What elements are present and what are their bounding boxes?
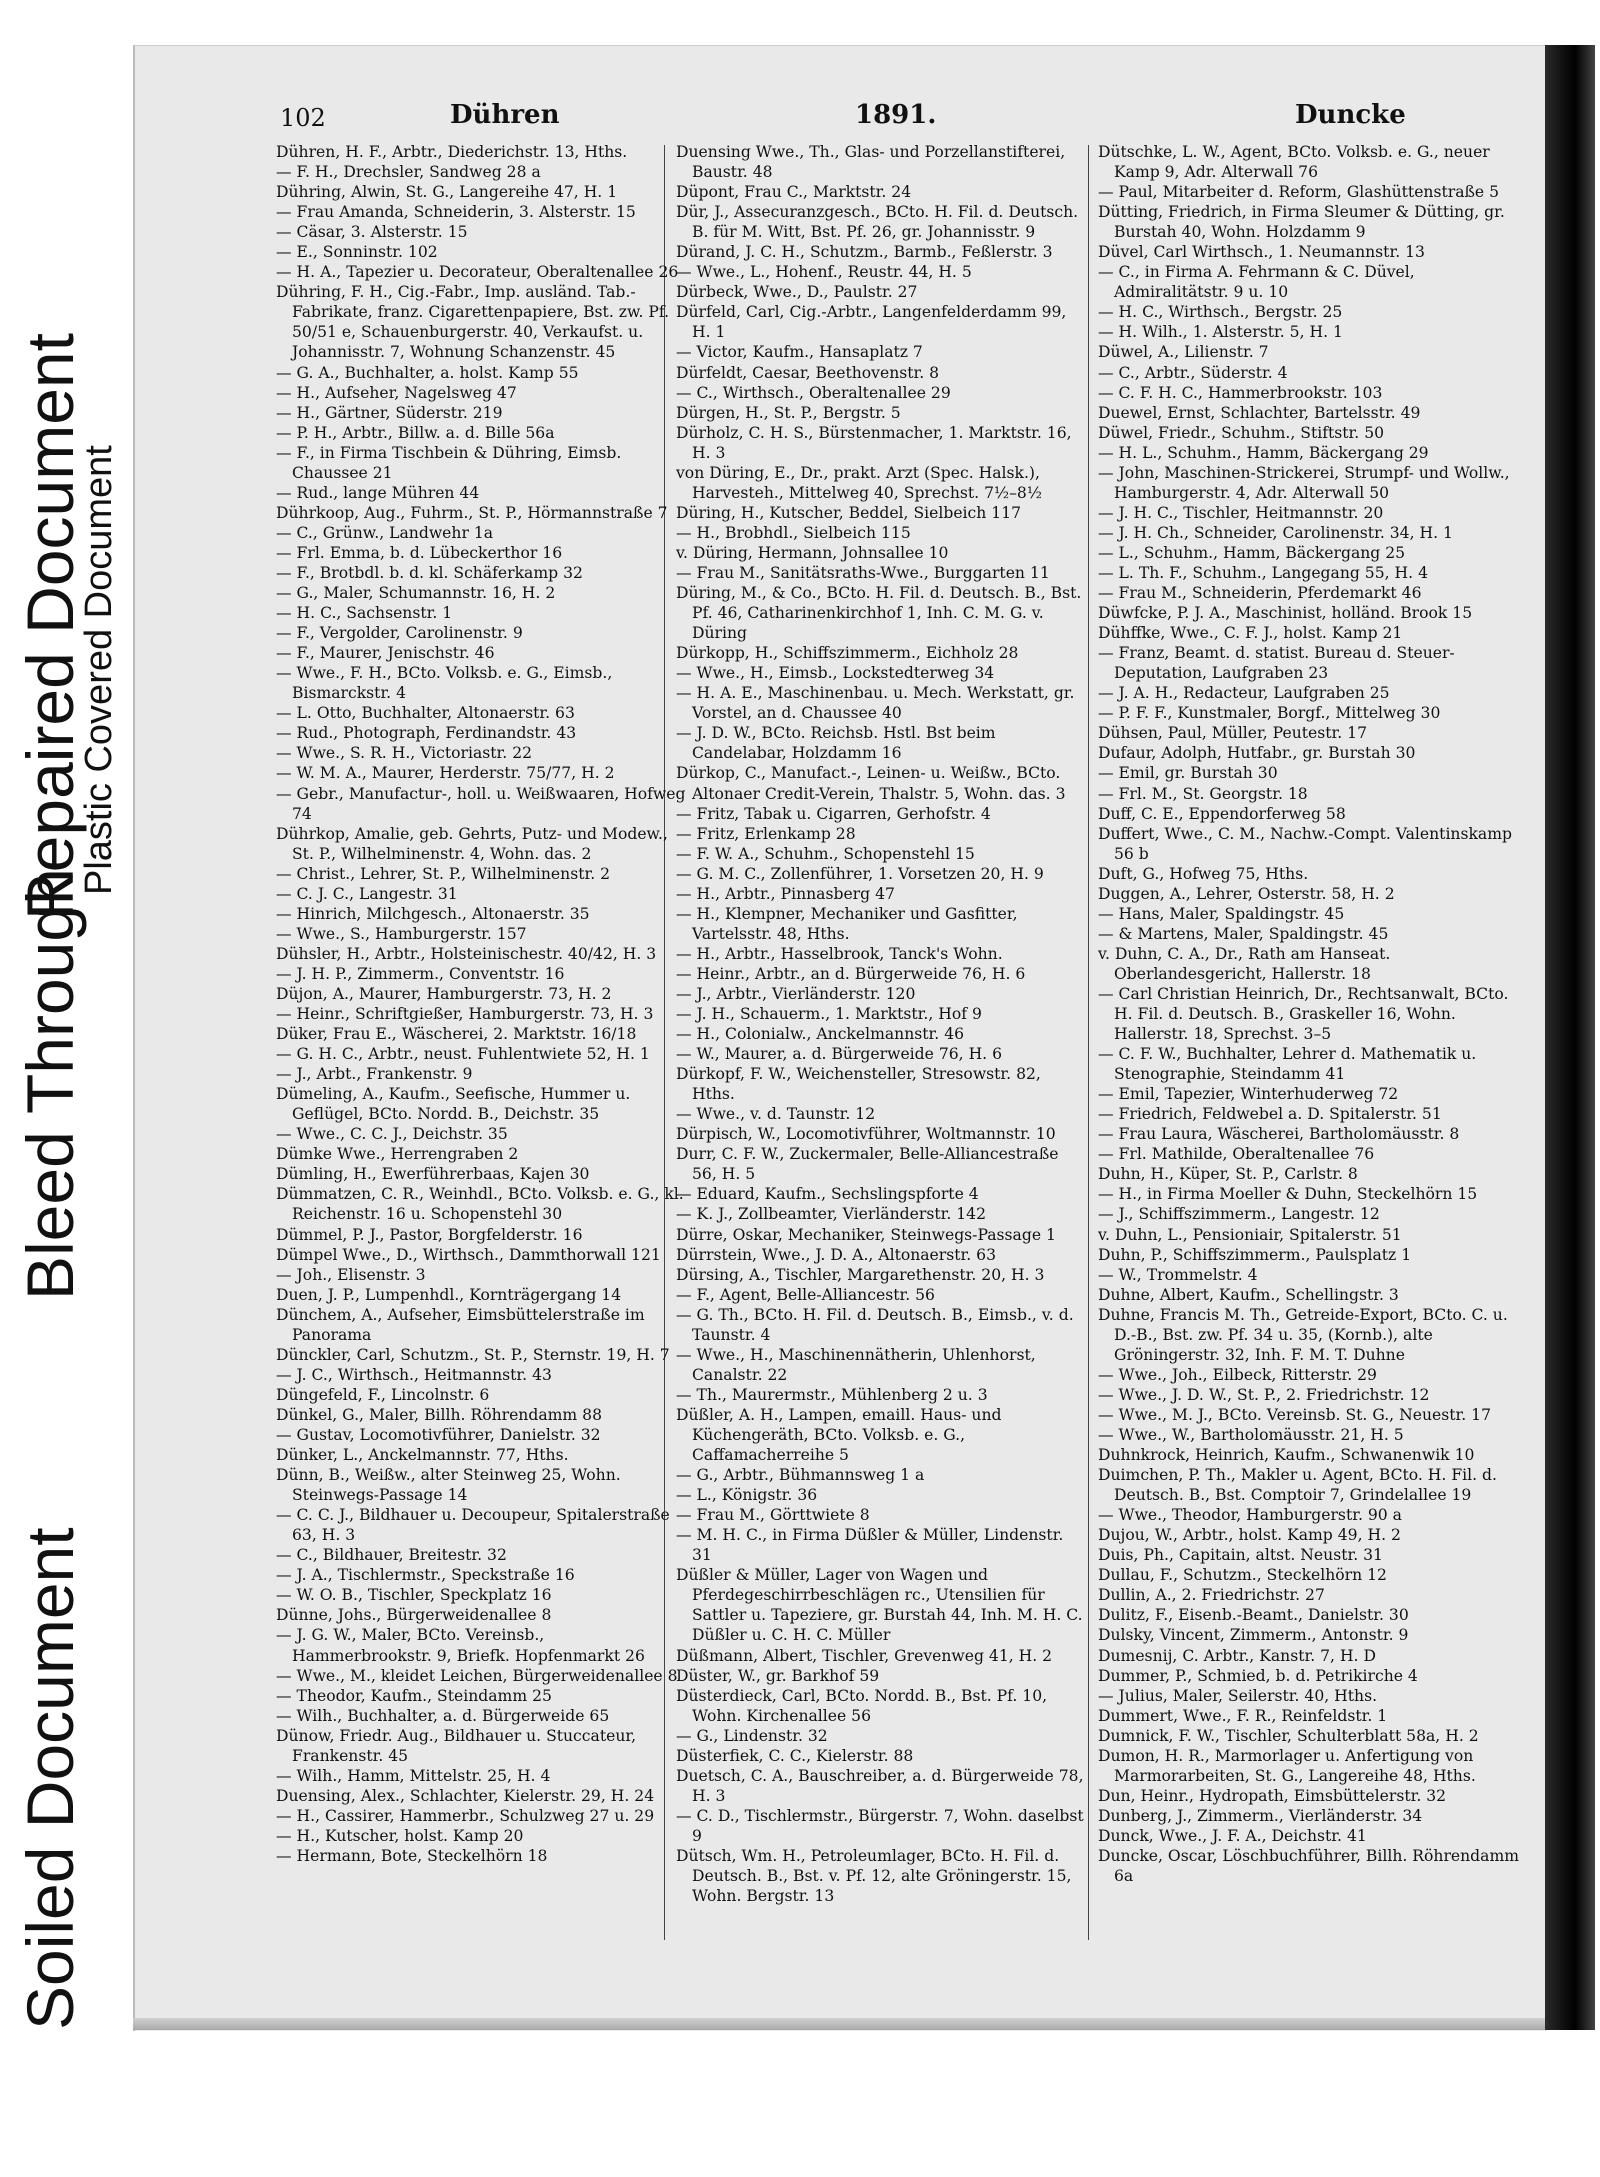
- directory-column-2: [676, 142, 1088, 1906]
- plastic-covered-label: Plastic Covered Document: [78, 445, 120, 895]
- directory-entry: — Wwe., J. D. W., St. P., 2. Friedrichstr. 12: [1098, 1385, 1430, 1404]
- directory-entry: — Fritz, Erlenkamp 28: [676, 824, 856, 843]
- directory-entry: — W., Trommelstr. 4: [1098, 1265, 1258, 1284]
- directory-entry: Düwel, A., Lilienstr. 7: [1098, 343, 1269, 362]
- directory-entry: Duff, C. E., Eppendorferweg 58: [1098, 804, 1346, 823]
- directory-entry: — W. M. A., Maurer, Herderstr. 75/77, H. 2: [276, 764, 615, 783]
- directory-entry: Dühffke, Wwe., C. F. J., holst. Kamp 21: [1098, 624, 1403, 643]
- directory-entry: — C., in Firma A. Fehrmann & C. Düvel, Admiralitätstr. 9 u. 10: [1098, 263, 1415, 302]
- directory-entry: Dürbeck, Wwe., D., Paulstr. 27: [676, 283, 918, 302]
- directory-entry: — H. C., Wirthsch., Bergstr. 25: [1098, 303, 1343, 322]
- directory-entry: — F., in Firma Tischbein & Dühring, Eimsb. Chaussee 21: [276, 443, 622, 482]
- directory-entry: — Wwe., M., kleidet Leichen, Bürgerweidenallee 8: [276, 1666, 678, 1685]
- directory-entry: — Wwe., S. R. H., Victoriastr. 22: [276, 744, 533, 763]
- directory-entry: Dünn, B., Weißw., alter Steinweg 25, Wohn. Steinwegs-Passage 14: [276, 1466, 621, 1505]
- directory-entry: Dürkopp, H., Schiffszimmerm., Eichholz 28: [676, 644, 1019, 663]
- directory-entry: Duewel, Ernst, Schlachter, Bartelsstr. 49: [1098, 403, 1421, 422]
- directory-entry: Düvel, Carl Wirthsch., 1. Neumannstr. 13: [1098, 243, 1425, 262]
- directory-entry: Düwfcke, P. J. A., Maschinist, holländ. Brook 15: [1098, 604, 1473, 623]
- directory-entry: — L. Otto, Buchhalter, Altonaerstr. 63: [276, 704, 575, 723]
- directory-entry: — J. A., Tischlermstr., Speckstraße 16: [276, 1566, 575, 1585]
- directory-entry: — Wwe., Theodor, Hamburgerstr. 90 a: [1098, 1506, 1402, 1525]
- directory-entry: — G., Arbtr., Bühmannsweg 1 a: [676, 1466, 925, 1485]
- directory-entry: — Julius, Maler, Seilerstr. 40, Hths.: [1098, 1686, 1378, 1705]
- directory-entry: Duncke, Oscar, Löschbuchführer, Billh. Röhrendamm 6a: [1098, 1846, 1520, 1886]
- directory-entry: — Franz, Beamt. d. statist. Bureau d. Steuer-Deputation, Laufgraben 23: [1098, 644, 1455, 683]
- directory-entry: — Wwe., F. H., BCto. Volksb. e. G., Eimsb., Bismarckstr. 4: [276, 664, 613, 703]
- directory-entry: — J. G. W., Maler, BCto. Vereinsb., Hammerbrookstr. 9, Briefk. Hopfenmarkt 26: [276, 1626, 645, 1665]
- directory-entry: Duensing, Alex., Schlachter, Kielerstr. 29, H. 24: [276, 1786, 655, 1805]
- directory-entry: — Wwe., W., Bartholomäusstr. 21, H. 5: [1098, 1426, 1404, 1444]
- directory-entry: — G. A., Buchhalter, a. holst. Kamp 55: [276, 363, 579, 382]
- directory-entry: Dütschke, L. W., Agent, BCto. Volksb. e. G., neuer Kamp 9, Adr. Alterwall 76: [1098, 143, 1490, 182]
- directory-entry: — H., Colonialw., Anckelmannstr. 46: [676, 1025, 965, 1044]
- directory-entry: — Rud., lange Mühren 44: [276, 483, 480, 502]
- directory-entry: — F. W. A., Schuhm., Schopenstehl 15: [676, 844, 975, 863]
- directory-entry: Dührkop, Amalie, geb. Gehrts, Putz- und Modew., St. P., Wilhelminenstr. 4, Wohn. das. 2: [276, 824, 668, 863]
- directory-entry: — P. F. F., Kunstmaler, Borgf., Mittelweg 30: [1098, 704, 1441, 723]
- directory-entry: — J. H., Schauerm., 1. Marktstr., Hof 9: [676, 1005, 982, 1024]
- directory-entry: v. Duhn, L., Pensioniair, Spitalerstr. 51: [1098, 1225, 1402, 1244]
- directory-entry: Dünkel, G., Maler, Billh. Röhrendamm 88: [276, 1405, 602, 1424]
- directory-entry: — F., Maurer, Jenischstr. 46: [276, 644, 495, 663]
- directory-entry: Durr, C. F. W., Zuckermaler, Belle-Alliancestraße 56, H. 5: [676, 1145, 1059, 1184]
- directory-entry: — Hans, Maler, Spaldingstr. 45: [1098, 904, 1345, 923]
- directory-entry: — Friedrich, Feldwebel a. D. Spitalerstr. 51: [1098, 1105, 1442, 1124]
- directory-entry: Dunck, Wwe., J. F. A., Deichstr. 41: [1098, 1826, 1367, 1845]
- directory-entry: Dürrstein, Wwe., J. D. A., Altonaerstr. 63: [676, 1245, 997, 1264]
- directory-entry: — Gebr., Manufactur-, holl. u. Weißwaaren, Hofweg 74: [276, 784, 686, 823]
- directory-entry: Düßler & Müller, Lager von Wagen und Pferdegeschirrbeschlägen rc., Utensilien für Sattler u. Tapeziere, gr. Burstah 44, Inh. M. H. C. Düßler u. C. H. C. Müller: [676, 1566, 1083, 1645]
- directory-entry: — J., Schiffszimmerm., Langestr. 12: [1098, 1205, 1380, 1224]
- directory-entry: Dürfeldt, Caesar, Beethovenstr. 8: [676, 363, 940, 382]
- directory-entry: — Wwe., v. d. Taunstr. 12: [676, 1105, 876, 1124]
- directory-entry: Dümeling, A., Kaufm., Seefische, Hummer u. Geflügel, BCto. Nordd. B., Deichstr. 35: [276, 1085, 631, 1124]
- directory-entry: — Emil, gr. Burstah 30: [1098, 764, 1278, 783]
- directory-entry: — Cäsar, 3. Alsterstr. 15: [276, 223, 468, 242]
- directory-entry: Dühsen, Paul, Müller, Peutestr. 17: [1098, 724, 1367, 743]
- directory-entry: Dümke Wwe., Herrengraben 2: [276, 1145, 519, 1164]
- directory-entry: Dürfeld, Carl, Cig.-Arbtr., Langenfelderdamm 99, H. 1: [676, 303, 1067, 342]
- header-right-word: Duncke: [1295, 100, 1406, 130]
- directory-entry: Duen, J. P., Lumpenhdl., Kornträgergang 14: [276, 1285, 622, 1304]
- directory-entry: Dürand, J. C. H., Schutzm., Barmb., Feßlerstr. 3: [676, 243, 1053, 262]
- directory-entry: Dührkoop, Aug., Fuhrm., St. P., Hörmannstraße 7: [276, 503, 668, 522]
- directory-entry: — J. A. H., Redacteur, Laufgraben 25: [1098, 684, 1390, 703]
- directory-entry: Duffert, Wwe., C. M., Nachw.-Compt. Valentinskamp 56 b: [1098, 824, 1512, 863]
- directory-entry: — Gustav, Locomotivführer, Danielstr. 32: [276, 1426, 601, 1444]
- directory-entry: Duhn, H., Küper, St. P., Carlstr. 8: [1098, 1165, 1358, 1184]
- directory-entry: Dürholz, C. H. S., Bürstenmacher, 1. Marktstr. 16, H. 3: [676, 423, 1072, 462]
- directory-entry: — Carl Christian Heinrich, Dr., Rechtsanwalt, BCto. H. Fil. d. Deutsch. B., Graskeller 16, Wohn. Hallerstr. 18, Sprechst. 3–5: [1098, 984, 1509, 1044]
- header-year: 1891.: [855, 100, 937, 130]
- directory-entry: — Wilh., Hamm, Mittelstr. 25, H. 4: [276, 1766, 551, 1785]
- directory-entry: Dürpisch, W., Locomotivführer, Woltmannstr. 10: [676, 1125, 1056, 1144]
- directory-entry: — H. Wilh., 1. Alsterstr. 5, H. 1: [1098, 323, 1343, 342]
- bleed-through-label: Bleed Through: [13, 868, 87, 1300]
- directory-entry: Dütsch, Wm. H., Petroleumlager, BCto. H. Fil. d. Deutsch. B., Bst. v. Pf. 12, alte Gröningerstr. 15, Wohn. Bergstr. 13: [676, 1846, 1072, 1906]
- page-number: 102: [280, 104, 326, 132]
- directory-entry: Dümmatzen, C. R., Weinhdl., BCto. Volksb. e. G., kl. Reichenstr. 16 u. Schopenstehl 30: [276, 1185, 684, 1224]
- directory-entry: Duft, G., Hofweg 75, Hths.: [1098, 864, 1309, 883]
- directory-entry: Dürgen, H., St. P., Bergstr. 5: [676, 403, 901, 422]
- directory-entry: — L., Königstr. 36: [676, 1486, 818, 1505]
- directory-entry: — Rud., Photograph, Ferdinandstr. 43: [276, 724, 577, 743]
- directory-entry: — Heinr., Arbtr., an d. Bürgerweide 76, H. 6: [676, 964, 1026, 983]
- directory-entry: — Heinr., Schriftgießer, Hamburgerstr. 73, H. 3: [276, 1005, 654, 1024]
- directory-entry: — F., Agent, Belle-Alliancestr. 56: [676, 1285, 935, 1304]
- directory-entry: Düster, W., gr. Barkhof 59: [676, 1666, 880, 1685]
- directory-entry: — Eduard, Kaufm., Sechslingspforte 4: [676, 1185, 979, 1204]
- directory-entry: Duggen, A., Lehrer, Osterstr. 58, H. 2: [1098, 884, 1395, 903]
- directory-entry: Dümmel, P. J., Pastor, Borgfelderstr. 16: [276, 1225, 583, 1244]
- directory-entry: — J. H. Ch., Schneider, Carolinenstr. 34, H. 1: [1098, 523, 1453, 542]
- directory-entry: — Fritz, Tabak u. Cigarren, Gerhofstr. 4: [676, 804, 991, 823]
- directory-entry: — Hermann, Bote, Steckelhörn 18: [276, 1846, 548, 1865]
- directory-entry: — Frau Amanda, Schneiderin, 3. Alsterstr. 15: [276, 203, 636, 222]
- soiled-document-label: Soiled Document: [13, 1527, 87, 2030]
- directory-entry: — F., Vergolder, Carolinenstr. 9: [276, 624, 523, 643]
- directory-entry: — W., Maurer, a. d. Bürgerweide 76, H. 6: [676, 1045, 1003, 1064]
- directory-entry: Düring, M., & Co., BCto. H. Fil. d. Deutsch. B., Bst. Pf. 46, Catharinenkirchhof 1, Inh. C. M. G. v. Düring: [676, 584, 1082, 643]
- directory-entry: — Wwe., Joh., Eilbeck, Ritterstr. 29: [1098, 1365, 1377, 1384]
- directory-entry: — J., Arbtr., Vierländerstr. 120: [676, 984, 916, 1003]
- directory-entry: — H. C., Sachsenstr. 1: [276, 604, 453, 623]
- directory-entry: — J., Arbt., Frankenstr. 9: [276, 1065, 473, 1084]
- directory-entry: Dummer, P., Schmied, b. d. Petrikirche 4: [1098, 1666, 1418, 1685]
- directory-entry: — H. L., Schuhm., Hamm, Bäckergang 29: [1098, 443, 1429, 462]
- directory-entry: Duetsch, C. A., Bauschreiber, a. d. Bürgerweide 78, H. 3: [676, 1766, 1084, 1805]
- directory-entry: Dür, J., Assecuranzgesch., BCto. H. Fil. d. Deutsch. B. für M. Witt, Bst. Pf. 26, gr. Johannisstr. 9: [676, 203, 1079, 242]
- directory-entry: Duhne, Albert, Kaufm., Schellingstr. 3: [1098, 1285, 1399, 1304]
- page-edge-shadow: [1545, 45, 1595, 2030]
- directory-entry: Dürre, Oskar, Mechaniker, Steinwegs-Passage 1: [676, 1225, 1056, 1244]
- directory-entry: — J. D. W., BCto. Reichsb. Hstl. Bst beim Candelabar, Holzdamm 16: [676, 724, 996, 763]
- directory-entry: — F. H., Drechsler, Sandweg 28 a: [276, 163, 541, 182]
- directory-entry: — C., Bildhauer, Breitestr. 32: [276, 1546, 507, 1565]
- directory-entry: Dullau, F., Schutzm., Steckelhörn 12: [1098, 1566, 1387, 1585]
- directory-entry: — Paul, Mitarbeiter d. Reform, Glashüttenstraße 5: [1098, 183, 1500, 202]
- directory-entry: — John, Maschinen-Strickerei, Strumpf- und Wollw., Hamburgerstr. 4, Adr. Alterwall 50: [1098, 463, 1510, 502]
- directory-entry: Dühring, F. H., Cig.-Fabr., Imp. ausländ. Tab.-Fabrikate, franz. Cigarettenpapiere, Bst. zw. Pf. 50/51 e, Schauenburgerstr. 40, Verkaufst. u. Johannisstr. 7, Wohnung Schanzenstr. 45: [276, 283, 670, 362]
- directory-entry: Dürkopf, F. W., Weichensteller, Stresowstr. 82, Hths.: [676, 1065, 1041, 1104]
- directory-entry: Duhn, P., Schiffszimmerm., Paulsplatz 1: [1098, 1245, 1412, 1264]
- directory-entry: Düjon, A., Maurer, Hamburgerstr. 73, H. 2: [276, 984, 612, 1003]
- directory-entry: — J. C., Wirthsch., Heitmannstr. 43: [276, 1365, 552, 1384]
- directory-entry: Düwel, Friedr., Schuhm., Stiftstr. 50: [1098, 423, 1385, 442]
- directory-entry: Dümling, H., Ewerführerbaas, Kajen 30: [276, 1165, 590, 1184]
- directory-entry: — Hinrich, Milchgesch., Altonaerstr. 35: [276, 904, 590, 923]
- directory-entry: Dumesnij, C. Arbtr., Kanstr. 7, H. D: [1098, 1646, 1376, 1665]
- column-divider: [1088, 145, 1089, 1940]
- directory-entry: Duhnkrock, Heinrich, Kaufm., Schwanenwik 10: [1098, 1446, 1475, 1465]
- directory-entry: — Frl. M., St. Georgstr. 18: [1098, 784, 1308, 803]
- directory-entry: — H., Aufseher, Nagelsweg 47: [276, 383, 517, 402]
- directory-entry: Düngefeld, F., Lincolnstr. 6: [276, 1385, 490, 1404]
- directory-entry: Dütting, Friedrich, in Firma Sleumer & Dütting, gr. Burstah 40, Wohn. Holzdamm 9: [1098, 203, 1505, 242]
- directory-entry: Dunberg, J., Zimmerm., Vierländerstr. 34: [1098, 1806, 1423, 1825]
- directory-entry: Dufaur, Adolph, Hutfabr., gr. Burstah 30: [1098, 744, 1416, 763]
- directory-entry: v. Duhn, C. A., Dr., Rath am Hanseat. Oberlandesgericht, Hallerstr. 18: [1098, 944, 1391, 983]
- directory-entry: Dulitz, F., Eisenb.-Beamt., Danielstr. 30: [1098, 1606, 1409, 1625]
- directory-entry: — H., Arbtr., Pinnasberg 47: [676, 884, 895, 903]
- directory-entry: — Wwe., S., Hamburgerstr. 157: [276, 924, 527, 943]
- directory-entry: — C., Grünw., Landwehr 1a: [276, 523, 494, 542]
- directory-entry: Dürsing, A., Tischler, Margarethenstr. 20, H. 3: [676, 1265, 1045, 1284]
- directory-entry: — H., Arbtr., Hasselbrook, Tanck's Wohn.: [676, 944, 1003, 963]
- directory-entry: — C., Wirthsch., Oberaltenallee 29: [676, 383, 951, 402]
- directory-entry: — M. H. C., in Firma Düßler & Müller, Lindenstr. 31: [676, 1526, 1064, 1565]
- repaired-document-label: Repaired Document: [13, 333, 87, 920]
- directory-entry: — C. F. H. C., Hammerbrookstr. 103: [1098, 383, 1383, 402]
- directory-entry: Düring, H., Kutscher, Beddel, Sielbeich 117: [676, 503, 1022, 522]
- directory-entry: von Düring, E., Dr., prakt. Arzt (Spec. Halsk.), Harvesteh., Mittelweg 40, Sprechst. 7½–8½: [676, 463, 1042, 502]
- directory-entry: Dujou, W., Arbtr., holst. Kamp 49, H. 2: [1098, 1526, 1401, 1545]
- directory-entry: Düpont, Frau C., Marktstr. 24: [676, 183, 912, 202]
- directory-entry: — F., Brotbdl. b. d. kl. Schäferkamp 32: [276, 563, 583, 582]
- directory-entry: Dumon, H. R., Marmorlager u. Anfertigung von Marmorarbeiten, St. G., Langereihe 48, Hths.: [1098, 1746, 1476, 1785]
- directory-entry: Dühren, H. F., Arbtr., Diederichstr. 13, Hths.: [276, 143, 628, 161]
- directory-entry: Dünchem, A., Aufseher, Eimsbüttelerstraße im Panorama: [276, 1305, 645, 1344]
- directory-entry: Duimchen, P. Th., Makler u. Agent, BCto. H. Fil. d. Deutsch. B., Bst. Comptoir 7, Grindelallee 19: [1098, 1466, 1497, 1505]
- directory-entry: Dummert, Wwe., F. R., Reinfeldstr. 1: [1098, 1706, 1388, 1725]
- directory-entry: — Frau Laura, Wäscherei, Bartholomäusstr. 8: [1098, 1125, 1460, 1144]
- directory-entry: — Wwe., L., Hohenf., Reustr. 44, H. 5: [676, 263, 972, 282]
- directory-entry: Dun, Heinr., Hydropath, Eimsbüttelerstr. 32: [1098, 1786, 1447, 1805]
- directory-entry: — Theodor, Kaufm., Steindamm 25: [276, 1686, 552, 1705]
- directory-entry: Dulsky, Vincent, Zimmerm., Antonstr. 9: [1098, 1626, 1409, 1645]
- directory-entry: — Frau M., Schneiderin, Pferdemarkt 46: [1098, 584, 1422, 603]
- directory-entry: Düßmann, Albert, Tischler, Grevenweg 41, H. 2: [676, 1646, 1053, 1665]
- directory-entry: — L., Schuhm., Hamm, Bäckergang 25: [1098, 543, 1406, 562]
- directory-entry: Duhne, Francis M. Th., Getreide-Export, BCto. C. u. D.-B., Bst. zw. Pf. 34 u. 35, (Kornb.), alte Gröningerstr. 32, Inh. F. M. T. Duhne: [1098, 1305, 1508, 1364]
- directory-entry: — Th., Maurermstr., Mühlenberg 2 u. 3: [676, 1385, 988, 1404]
- directory-entry: — C. D., Tischlermstr., Bürgerstr. 7, Wohn. daselbst 9: [676, 1806, 1084, 1845]
- directory-entry: — Christ., Lehrer, St. P., Wilhelminenstr. 2: [276, 864, 611, 883]
- directory-entry: Dullin, A., 2. Friedrichstr. 27: [1098, 1586, 1325, 1605]
- directory-entry: — Frau M., Görttwiete 8: [676, 1506, 870, 1525]
- directory-entry: — H., Kutscher, holst. Kamp 20: [276, 1826, 524, 1845]
- directory-entry: Dumnick, F. W., Tischler, Schulterblatt 58a, H. 2: [1098, 1726, 1479, 1745]
- directory-entry: Düßler, A. H., Lampen, emaill. Haus- und Küchengeräth, BCto. Volksb. e. G., Caffamacherreihe 5: [676, 1405, 1002, 1465]
- directory-entry: — J. H. P., Zimmerm., Conventstr. 16: [276, 964, 565, 983]
- directory-entry: — Victor, Kaufm., Hansaplatz 7: [676, 343, 923, 362]
- directory-entry: — Emil, Tapezier, Winterhuderweg 72: [1098, 1085, 1399, 1104]
- directory-entry: Dünow, Friedr. Aug., Bildhauer u. Stuccateur, Frankenstr. 45: [276, 1726, 637, 1765]
- directory-entry: — Wwe., M. J., BCto. Vereinsb. St. G., Neuestr. 17: [1098, 1405, 1492, 1424]
- directory-entry: — C., Arbtr., Süderstr. 4: [1098, 363, 1288, 382]
- directory-entry: — Joh., Elisenstr. 3: [276, 1265, 426, 1284]
- directory-entry: — Wwe., H., Maschinennätherin, Uhlenhorst, Canalstr. 22: [676, 1345, 1036, 1384]
- page-bottom-shadow: [133, 2018, 1545, 2030]
- directory-entry: — H. A. E., Maschinenbau. u. Mech. Werkstatt, gr. Vorstel, an d. Chaussee 40: [676, 684, 1075, 723]
- directory-entry: — P. H., Arbtr., Billw. a. d. Bille 56a: [276, 423, 555, 442]
- directory-entry: — Wilh., Buchhalter, a. d. Bürgerweide 65: [276, 1706, 610, 1725]
- directory-entry: Dünne, Johs., Bürgerweidenallee 8: [276, 1606, 552, 1625]
- directory-entry: Duensing Wwe., Th., Glas- und Porzellanstifterei, Baustr. 48: [676, 143, 1066, 182]
- directory-entry: — J. H. C., Tischler, Heitmannstr. 20: [1098, 503, 1384, 522]
- directory-entry: — G., Lindenstr. 32: [676, 1726, 828, 1745]
- directory-entry: — K. J., Zollbeamter, Vierländerstr. 142: [676, 1205, 986, 1224]
- directory-entry: — W. O. B., Tischler, Speckplatz 16: [276, 1586, 552, 1605]
- directory-entry: — H., Klempner, Mechaniker und Gasfitter, Vartelsstr. 48, Hths.: [676, 904, 1018, 943]
- directory-entry: — G. H. C., Arbtr., neust. Fuhlentwiete 52, H. 1: [276, 1045, 650, 1064]
- running-header: [150, 100, 1530, 134]
- directory-entry: — Frl. Mathilde, Oberaltenallee 76: [1098, 1145, 1375, 1164]
- directory-column-1: [276, 142, 688, 1866]
- directory-entry: Düker, Frau E., Wäscherei, 2. Marktstr. 16/18: [276, 1025, 637, 1044]
- directory-entry: — Wwe., H., Eimsb., Lockstedterweg 34: [676, 664, 995, 683]
- directory-entry: — Frl. Emma, b. d. Lübeckerthor 16: [276, 543, 563, 562]
- directory-entry: — G. M. C., Zollenführer, 1. Vorsetzen 20, H. 9: [676, 864, 1044, 883]
- directory-entry: v. Düring, Hermann, Johnsallee 10: [676, 543, 949, 562]
- directory-entry: — H., Cassirer, Hammerbr., Schulzweg 27 u. 29: [276, 1806, 655, 1825]
- directory-entry: — H., Brobhdl., Sielbeich 115: [676, 523, 911, 542]
- directory-entry: — E., Sonninstr. 102: [276, 243, 438, 262]
- directory-entry: — & Martens, Maler, Spaldingstr. 45: [1098, 924, 1389, 943]
- directory-column-3: [1098, 142, 1528, 1886]
- directory-entry: Dürkop, C., Manufact.-, Leinen- u. Weißw., BCto. Altonaer Credit-Verein, Thalstr. 5, Wohn. das. 3: [676, 764, 1066, 803]
- directory-entry: — C. F. W., Buchhalter, Lehrer d. Mathematik u. Stenographie, Steindamm 41: [1098, 1045, 1477, 1084]
- directory-entry: Dümpel Wwe., D., Wirthsch., Dammthorwall 121: [276, 1245, 661, 1264]
- directory-entry: Duis, Ph., Capitain, altst. Neustr. 31: [1098, 1546, 1383, 1565]
- directory-entry: — C. C. J., Bildhauer u. Decoupeur, Spitalerstraße 63, H. 3: [276, 1506, 670, 1545]
- directory-entry: Dühsler, H., Arbtr., Holsteinischestr. 40/42, H. 3: [276, 944, 657, 963]
- directory-entry: — H. A., Tapezier u. Decorateur, Oberaltenallee 26: [276, 263, 679, 282]
- directory-entry: Dünckler, Carl, Schutzm., St. P., Sternstr. 19, H. 7: [276, 1345, 670, 1364]
- directory-entry: Dühring, Alwin, St. G., Langereihe 47, H. 1: [276, 183, 618, 202]
- directory-entry: — L. Th. F., Schuhm., Langegang 55, H. 4: [1098, 563, 1428, 582]
- directory-entry: — Wwe., C. C. J., Deichstr. 35: [276, 1125, 508, 1144]
- directory-entry: Dünker, L., Anckelmannstr. 77, Hths.: [276, 1446, 569, 1465]
- directory-entry: — Frau M., Sanitätsraths-Wwe., Burggarten 11: [676, 563, 1050, 582]
- directory-entry: Düsterdieck, Carl, BCto. Nordd. B., Bst. Pf. 10, Wohn. Kirchenallee 56: [676, 1686, 1048, 1725]
- directory-entry: — H., in Firma Moeller & Duhn, Steckelhörn 15: [1098, 1185, 1478, 1204]
- header-left-word: Dühren: [450, 100, 560, 130]
- directory-entry: — G. Th., BCto. H. Fil. d. Deutsch. B., Eimsb., v. d. Taunstr. 4: [676, 1305, 1074, 1344]
- directory-entry: — G., Maler, Schumannstr. 16, H. 2: [276, 584, 556, 603]
- directory-entry: — H., Gärtner, Süderstr. 219: [276, 403, 503, 422]
- directory-entry: — C. J. C., Langestr. 31: [276, 884, 458, 903]
- directory-entry: Düsterfiek, C. C., Kielerstr. 88: [676, 1746, 914, 1765]
